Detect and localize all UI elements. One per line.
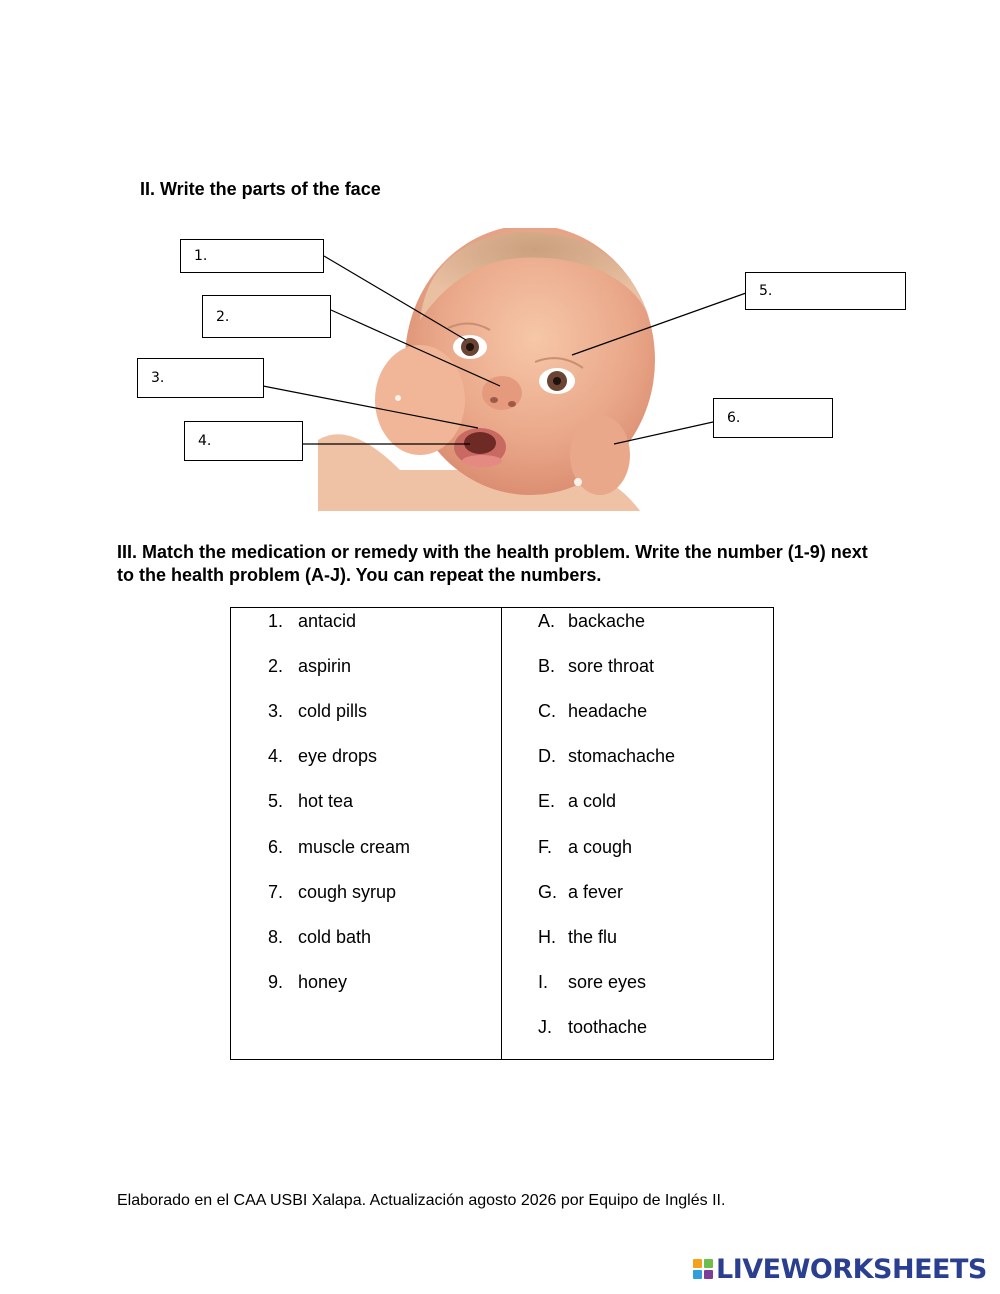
item-text: cough syrup [298,881,397,902]
item-marker: C. [538,701,556,722]
logo-mark-square [704,1259,713,1268]
item-marker: A. [538,611,556,631]
item-marker: 2. [268,656,284,677]
label-number: 2. [216,308,230,325]
item-text: a cough [568,836,633,857]
lower-lip-shape [462,455,502,467]
item-text: the flu [568,926,618,947]
medication-item [268,970,488,994]
medication-item [268,699,488,723]
label-number: 6. [727,410,741,426]
matching-table [230,607,774,1060]
item-marker: 3. [268,701,284,722]
health-problem-item [538,970,758,994]
item-text: headache [568,701,648,722]
nostril-shape [490,397,498,403]
logo-mark-square [704,1270,713,1279]
footer-credit: Elaborado en el CAA USBI Xalapa. Actualización agosto 2026 por Equipo de Inglés II. [117,1192,726,1209]
item-text: antacid [298,611,357,631]
face-answer-input-1[interactable] [213,244,323,268]
health-problem-item [538,744,758,768]
item-marker: E. [538,791,556,812]
face-label-box-6 [713,398,833,438]
nostril-shape [508,401,516,407]
item-text: cold pills [298,701,368,722]
health-problem-item [538,880,758,904]
item-marker: 7. [268,881,284,902]
face-answer-input-4[interactable] [217,427,302,456]
face-answer-input-2[interactable] [235,301,330,332]
health-problem-item [538,699,758,723]
label-number: 5. [759,283,773,299]
health-problem-item [538,1015,758,1039]
item-marker: 9. [268,971,284,992]
logo-mark-square [693,1259,702,1268]
earring-shape [574,478,582,486]
face-label-box-1 [180,239,324,273]
left-pupil-shape [466,343,474,351]
item-text: toothache [568,1016,648,1037]
face-answer-input-6[interactable] [746,404,832,433]
logo-mark-square [693,1270,702,1279]
item-text: backache [568,611,646,631]
face-answer-input-3[interactable] [170,364,263,393]
item-text: aspirin [298,656,352,677]
medication-item [268,744,488,768]
medication-item [268,609,488,633]
item-text: stomachache [568,746,676,767]
face-label-box-5 [745,272,906,310]
section-2-title: II. Write the parts of the face [140,179,381,199]
item-text: cold bath [298,926,372,947]
item-marker: 1. [268,611,284,631]
earring-shape [395,395,401,401]
medication-item [268,789,488,813]
item-marker: B. [538,656,556,677]
medication-item [268,835,488,859]
item-marker: 5. [268,791,284,812]
item-marker: I. [538,971,549,992]
item-text: sore eyes [568,971,647,992]
item-marker: 4. [268,746,284,767]
item-marker: H. [538,926,556,947]
item-text: sore throat [568,656,655,677]
baby-face-photo [0,0,1000,520]
item-text: a cold [568,791,617,812]
item-marker: F. [538,836,553,857]
face-label-box-4 [184,421,303,461]
item-text: hot tea [298,791,354,812]
item-text: a fever [568,881,624,902]
medication-item [268,925,488,949]
health-problem-item [538,925,758,949]
medication-item [268,880,488,904]
label-number: 3. [151,370,165,386]
item-marker: G. [538,881,558,902]
section-3-instructions: III. Match the medication or remedy with the health problem. Write the number (1-9) next to the health problem (A-J). You can repeat the numbers. [117,542,868,585]
health-problem-item [538,609,758,633]
right-pupil-shape [553,377,561,385]
health-problem-item [538,789,758,813]
label-number: 1. [194,248,208,264]
health-problem-item [538,835,758,859]
label-number: 4. [198,433,212,449]
logo-mark-icon [693,1259,713,1279]
logo-wordmark: LIVEWORKSHEETS [716,1253,987,1285]
item-text: muscle cream [298,836,411,857]
item-marker: J. [538,1016,553,1037]
health-problem-item [538,654,758,678]
column-divider [501,608,502,1059]
medication-item [268,654,488,678]
face-answer-input-5[interactable] [778,277,905,304]
cheek-shape [375,345,465,455]
item-marker: 6. [268,836,284,857]
item-marker: 8. [268,926,284,947]
face-label-box-2 [202,295,331,338]
face-label-box-3 [137,358,264,398]
item-marker: D. [538,746,556,767]
item-text: honey [298,971,348,992]
mouth-inner-shape [464,432,496,454]
liveworksheets-logo [693,1254,987,1284]
item-text: eye drops [298,746,378,767]
